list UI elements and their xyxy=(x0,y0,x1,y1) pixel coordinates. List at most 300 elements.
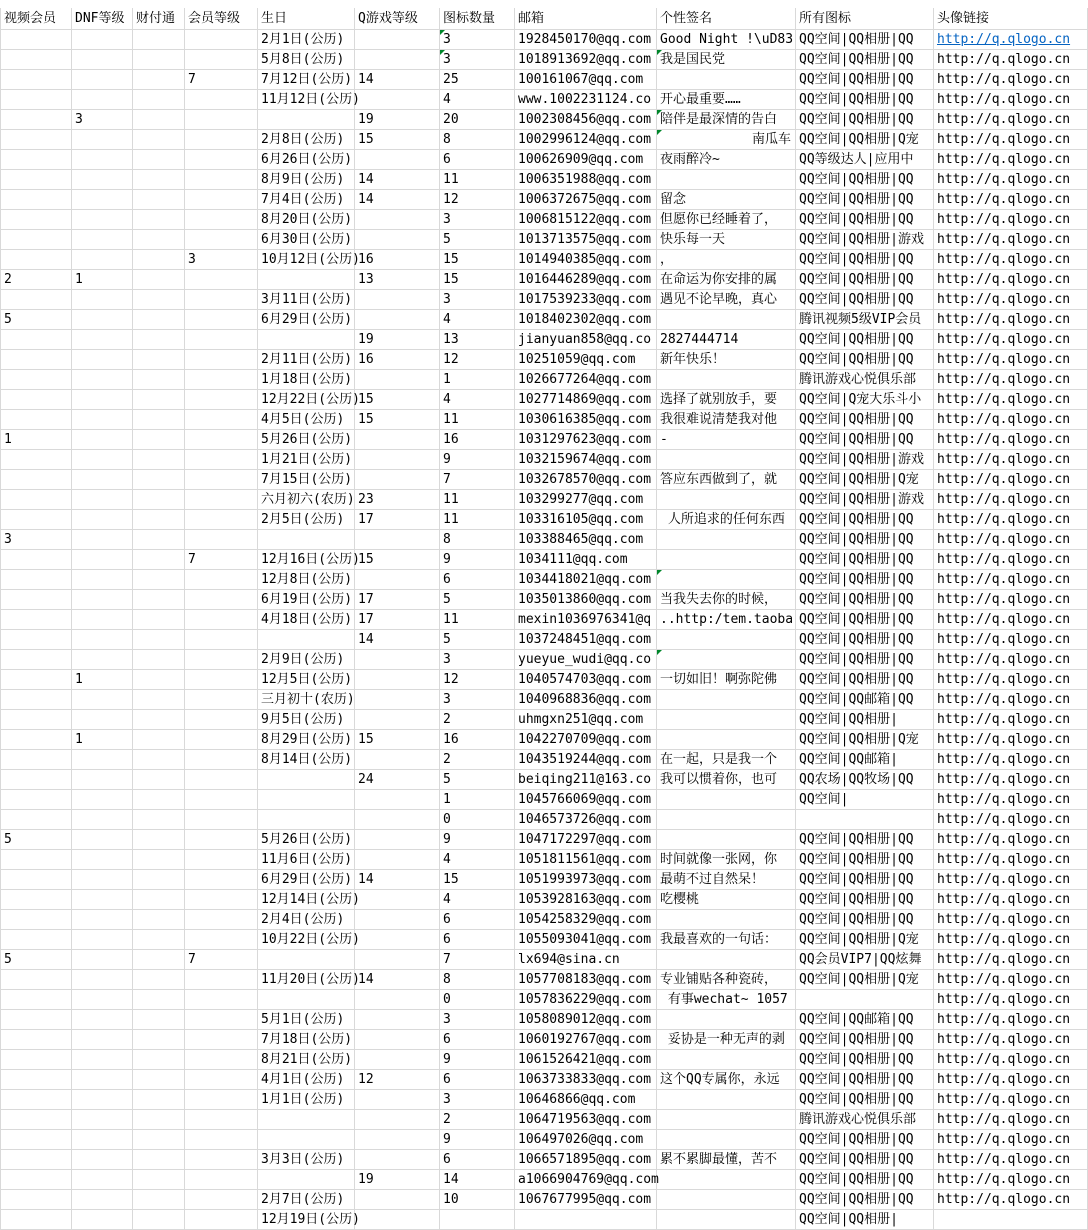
cell-q-game-level[interactable] xyxy=(355,650,440,670)
cell-signature[interactable] xyxy=(657,730,796,750)
cell-icon-count[interactable]: 5 xyxy=(440,230,515,250)
cell-email[interactable]: 1042270709@qq.com xyxy=(515,730,657,750)
cell-member-level[interactable] xyxy=(185,890,258,910)
cell-all-icons[interactable]: QQ空间|QQ相册|QQ xyxy=(796,410,934,430)
cell-birthday[interactable]: 8月21日(公历) xyxy=(258,1050,355,1070)
cell-q-game-level[interactable] xyxy=(355,430,440,450)
cell-tenpay[interactable] xyxy=(133,1170,185,1190)
cell-birthday[interactable] xyxy=(258,790,355,810)
cell-video-vip[interactable] xyxy=(0,30,72,50)
cell-member-level[interactable] xyxy=(185,650,258,670)
cell-icon-count[interactable]: 13 xyxy=(440,330,515,350)
cell-icon-count[interactable]: 6 xyxy=(440,910,515,930)
cell-member-level[interactable] xyxy=(185,390,258,410)
cell-video-vip[interactable] xyxy=(0,1150,72,1170)
cell-dnf-level[interactable]: 1 xyxy=(72,670,133,690)
cell-dnf-level[interactable] xyxy=(72,530,133,550)
cell-avatar-link[interactable]: http://q.qlogo.cn xyxy=(934,410,1088,430)
cell-signature[interactable]: 人所追求的任何东西 xyxy=(657,510,796,530)
cell-tenpay[interactable] xyxy=(133,990,185,1010)
cell-icon-count[interactable]: 7 xyxy=(440,950,515,970)
cell-all-icons[interactable]: QQ空间|QQ相册|QQ xyxy=(796,330,934,350)
cell-q-game-level[interactable]: 14 xyxy=(355,970,440,990)
cell-tenpay[interactable] xyxy=(133,930,185,950)
cell-email[interactable]: a1066904769@qq.com xyxy=(515,1170,657,1190)
cell-birthday[interactable]: 7月12日(公历) xyxy=(258,70,355,90)
cell-birthday[interactable]: 4月18日(公历) xyxy=(258,610,355,630)
cell-tenpay[interactable] xyxy=(133,690,185,710)
cell-tenpay[interactable] xyxy=(133,70,185,90)
cell-video-vip[interactable] xyxy=(0,470,72,490)
cell-video-vip[interactable]: 3 xyxy=(0,530,72,550)
cell-signature[interactable]: 最萌不过自然呆！ xyxy=(657,870,796,890)
cell-video-vip[interactable] xyxy=(0,330,72,350)
cell-avatar-link[interactable]: http://q.qlogo.cn xyxy=(934,970,1088,990)
cell-email[interactable]: 1051993973@qq.com xyxy=(515,870,657,890)
cell-member-level[interactable] xyxy=(185,450,258,470)
cell-signature[interactable]: 这个QQ专属你，永远 xyxy=(657,1070,796,1090)
cell-video-vip[interactable] xyxy=(0,410,72,430)
cell-tenpay[interactable] xyxy=(133,330,185,350)
cell-birthday[interactable]: 1月18日(公历) xyxy=(258,370,355,390)
cell-email[interactable]: 1055093041@qq.com xyxy=(515,930,657,950)
cell-signature[interactable] xyxy=(657,1130,796,1150)
cell-avatar-link[interactable]: http://q.qlogo.cn xyxy=(934,1050,1088,1070)
cell-signature[interactable]: 我可以惯着你，也可 xyxy=(657,770,796,790)
cell-dnf-level[interactable] xyxy=(72,810,133,830)
cell-video-vip[interactable] xyxy=(0,610,72,630)
cell-signature[interactable] xyxy=(657,570,796,590)
cell-signature[interactable]: 时间就像一张网，你 xyxy=(657,850,796,870)
cell-icon-count[interactable]: 6 xyxy=(440,1150,515,1170)
cell-avatar-link[interactable]: http://q.qlogo.cn xyxy=(934,190,1088,210)
cell-birthday[interactable]: 5月26日(公历) xyxy=(258,430,355,450)
cell-member-level[interactable] xyxy=(185,230,258,250)
cell-birthday[interactable] xyxy=(258,950,355,970)
cell-email[interactable]: 1034111@qq.com xyxy=(515,550,657,570)
cell-dnf-level[interactable] xyxy=(72,90,133,110)
cell-all-icons[interactable]: QQ空间|QQ相册|QQ xyxy=(796,90,934,110)
cell-dnf-level[interactable] xyxy=(72,590,133,610)
cell-tenpay[interactable] xyxy=(133,630,185,650)
cell-q-game-level[interactable] xyxy=(355,690,440,710)
cell-avatar-link[interactable]: http://q.qlogo.cn xyxy=(934,210,1088,230)
cell-email[interactable]: mexin1036976341@q xyxy=(515,610,657,630)
cell-signature[interactable]: 2827444714 xyxy=(657,330,796,350)
cell-signature[interactable] xyxy=(657,310,796,330)
cell-all-icons[interactable]: 腾讯游戏心悦俱乐部 xyxy=(796,370,934,390)
cell-birthday[interactable]: 2月9日(公历) xyxy=(258,650,355,670)
cell-q-game-level[interactable] xyxy=(355,530,440,550)
cell-tenpay[interactable] xyxy=(133,530,185,550)
cell-video-vip[interactable] xyxy=(0,290,72,310)
cell-tenpay[interactable] xyxy=(133,30,185,50)
cell-all-icons[interactable]: QQ空间|QQ相册|QQ xyxy=(796,850,934,870)
cell-all-icons[interactable]: QQ空间|QQ相册|Q宠 xyxy=(796,130,934,150)
cell-signature[interactable] xyxy=(657,950,796,970)
cell-video-vip[interactable] xyxy=(0,1070,72,1090)
cell-video-vip[interactable] xyxy=(0,1170,72,1190)
cell-birthday[interactable]: 2月5日(公历) xyxy=(258,510,355,530)
cell-dnf-level[interactable] xyxy=(72,1150,133,1170)
cell-dnf-level[interactable] xyxy=(72,630,133,650)
cell-member-level[interactable] xyxy=(185,370,258,390)
cell-dnf-level[interactable] xyxy=(72,170,133,190)
cell-icon-count[interactable]: 5 xyxy=(440,770,515,790)
cell-q-game-level[interactable]: 15 xyxy=(355,130,440,150)
cell-birthday[interactable]: 7月15日(公历) xyxy=(258,470,355,490)
cell-member-level[interactable] xyxy=(185,1090,258,1110)
cell-member-level[interactable] xyxy=(185,210,258,230)
cell-icon-count[interactable]: 12 xyxy=(440,670,515,690)
cell-tenpay[interactable] xyxy=(133,570,185,590)
cell-dnf-level[interactable] xyxy=(72,350,133,370)
cell-all-icons[interactable]: QQ空间|QQ相册|QQ xyxy=(796,550,934,570)
cell-q-game-level[interactable]: 14 xyxy=(355,630,440,650)
cell-member-level[interactable] xyxy=(185,1210,258,1230)
cell-avatar-link[interactable]: http://q.qlogo.cn xyxy=(934,910,1088,930)
cell-q-game-level[interactable] xyxy=(355,1150,440,1170)
cell-member-level[interactable] xyxy=(185,810,258,830)
cell-q-game-level[interactable]: 16 xyxy=(355,350,440,370)
cell-signature[interactable] xyxy=(657,1210,796,1230)
cell-dnf-level[interactable] xyxy=(72,690,133,710)
cell-signature[interactable]: 新年快乐！ xyxy=(657,350,796,370)
cell-icon-count[interactable]: 20 xyxy=(440,110,515,130)
cell-icon-count[interactable]: 11 xyxy=(440,410,515,430)
cell-avatar-link[interactable]: http://q.qlogo.cn xyxy=(934,850,1088,870)
cell-video-vip[interactable] xyxy=(0,790,72,810)
cell-q-game-level[interactable] xyxy=(355,910,440,930)
cell-all-icons[interactable]: QQ空间|QQ相册|QQ xyxy=(796,1050,934,1070)
cell-tenpay[interactable] xyxy=(133,250,185,270)
cell-dnf-level[interactable] xyxy=(72,610,133,630)
cell-icon-count[interactable]: 3 xyxy=(440,690,515,710)
cell-signature[interactable] xyxy=(657,70,796,90)
cell-q-game-level[interactable] xyxy=(355,1130,440,1150)
cell-email[interactable]: 1031297623@qq.com xyxy=(515,430,657,450)
cell-all-icons[interactable]: QQ空间|QQ相册| xyxy=(796,710,934,730)
cell-tenpay[interactable] xyxy=(133,890,185,910)
cell-avatar-link[interactable]: http://q.qlogo.cn xyxy=(934,90,1088,110)
cell-all-icons[interactable] xyxy=(796,810,934,830)
cell-member-level[interactable]: 3 xyxy=(185,250,258,270)
cell-email[interactable]: 1026677264@qq.com xyxy=(515,370,657,390)
cell-member-level[interactable] xyxy=(185,530,258,550)
cell-icon-count[interactable]: 3 xyxy=(440,1010,515,1030)
cell-tenpay[interactable] xyxy=(133,790,185,810)
cell-signature[interactable] xyxy=(657,1190,796,1210)
cell-all-icons[interactable]: QQ空间|QQ相册|Q宠 xyxy=(796,730,934,750)
cell-video-vip[interactable]: 2 xyxy=(0,270,72,290)
cell-icon-count[interactable]: 16 xyxy=(440,430,515,450)
cell-signature[interactable]: 遇见不论早晚，真心 xyxy=(657,290,796,310)
cell-q-game-level[interactable] xyxy=(355,90,440,110)
cell-avatar-link[interactable]: http://q.qlogo.cn xyxy=(934,510,1088,530)
cell-dnf-level[interactable] xyxy=(72,430,133,450)
cell-dnf-level[interactable] xyxy=(72,470,133,490)
cell-avatar-link[interactable]: http://q.qlogo.cn xyxy=(934,750,1088,770)
cell-member-level[interactable] xyxy=(185,790,258,810)
cell-dnf-level[interactable] xyxy=(72,130,133,150)
cell-member-level[interactable] xyxy=(185,630,258,650)
cell-q-game-level[interactable]: 14 xyxy=(355,70,440,90)
cell-avatar-link[interactable]: http://q.qlogo.cn xyxy=(934,230,1088,250)
cell-tenpay[interactable] xyxy=(133,610,185,630)
cell-dnf-level[interactable] xyxy=(72,1190,133,1210)
cell-signature[interactable]: 选择了就别放手，要 xyxy=(657,390,796,410)
cell-member-level[interactable] xyxy=(185,910,258,930)
cell-dnf-level[interactable] xyxy=(72,1090,133,1110)
cell-avatar-link[interactable]: http://q.qlogo.cn xyxy=(934,1170,1088,1190)
cell-avatar-link[interactable]: http://q.qlogo.cn xyxy=(934,550,1088,570)
cell-all-icons[interactable]: QQ空间|QQ相册|QQ xyxy=(796,1150,934,1170)
cell-avatar-link[interactable]: http://q.qlogo.cn xyxy=(934,170,1088,190)
cell-icon-count[interactable]: 0 xyxy=(440,810,515,830)
cell-icon-count[interactable]: 2 xyxy=(440,1110,515,1130)
column-header-member-level[interactable]: 会员等级 xyxy=(185,8,258,30)
cell-dnf-level[interactable] xyxy=(72,650,133,670)
cell-icon-count[interactable]: 9 xyxy=(440,1050,515,1070)
cell-member-level[interactable] xyxy=(185,590,258,610)
cell-avatar-link[interactable]: http://q.qlogo.cn xyxy=(934,1110,1088,1130)
cell-video-vip[interactable] xyxy=(0,730,72,750)
cell-signature[interactable] xyxy=(657,550,796,570)
cell-all-icons[interactable]: QQ空间|QQ相册|QQ xyxy=(796,1190,934,1210)
cell-avatar-link[interactable]: http://q.qlogo.cn xyxy=(934,490,1088,510)
cell-signature[interactable]: 我很难说清楚我对他 xyxy=(657,410,796,430)
cell-video-vip[interactable] xyxy=(0,370,72,390)
cell-signature[interactable] xyxy=(657,1170,796,1190)
cell-member-level[interactable] xyxy=(185,190,258,210)
cell-q-game-level[interactable]: 12 xyxy=(355,1070,440,1090)
cell-email[interactable]: 1034418021@qq.com xyxy=(515,570,657,590)
cell-email[interactable]: 1037248451@qq.com xyxy=(515,630,657,650)
cell-dnf-level[interactable] xyxy=(72,870,133,890)
column-header-icon-count[interactable]: 图标数量 xyxy=(440,8,515,30)
cell-birthday[interactable] xyxy=(258,110,355,130)
cell-all-icons[interactable]: QQ空间|QQ邮箱|QQ xyxy=(796,1010,934,1030)
cell-q-game-level[interactable]: 24 xyxy=(355,770,440,790)
cell-dnf-level[interactable] xyxy=(72,1050,133,1070)
cell-video-vip[interactable] xyxy=(0,850,72,870)
cell-tenpay[interactable] xyxy=(133,710,185,730)
cell-all-icons[interactable]: QQ空间|QQ相册|QQ xyxy=(796,50,934,70)
cell-email[interactable]: 103299277@qq.com xyxy=(515,490,657,510)
cell-video-vip[interactable]: 5 xyxy=(0,830,72,850)
cell-video-vip[interactable] xyxy=(0,70,72,90)
cell-email[interactable]: 1040968836@qq.com xyxy=(515,690,657,710)
cell-video-vip[interactable] xyxy=(0,1110,72,1130)
cell-tenpay[interactable] xyxy=(133,410,185,430)
cell-member-level[interactable] xyxy=(185,350,258,370)
cell-signature[interactable] xyxy=(657,810,796,830)
cell-member-level[interactable] xyxy=(185,110,258,130)
cell-all-icons[interactable]: QQ空间|QQ邮箱|QQ xyxy=(796,690,934,710)
cell-all-icons[interactable]: QQ空间|QQ相册|QQ xyxy=(796,910,934,930)
cell-icon-count[interactable]: 12 xyxy=(440,350,515,370)
cell-birthday[interactable]: 7月18日(公历) xyxy=(258,1030,355,1050)
cell-signature[interactable]: 快乐每一天 xyxy=(657,230,796,250)
cell-avatar-link[interactable]: http://q.qlogo.cn xyxy=(934,110,1088,130)
cell-email[interactable]: 1066571895@qq.com xyxy=(515,1150,657,1170)
cell-member-level[interactable] xyxy=(185,610,258,630)
cell-avatar-link[interactable]: http://q.qlogo.cn xyxy=(934,810,1088,830)
cell-q-game-level[interactable] xyxy=(355,1090,440,1110)
cell-dnf-level[interactable] xyxy=(72,290,133,310)
cell-tenpay[interactable] xyxy=(133,670,185,690)
cell-email[interactable]: jianyuan858@qq.co xyxy=(515,330,657,350)
cell-avatar-link[interactable]: http://q.qlogo.cn xyxy=(934,310,1088,330)
cell-icon-count[interactable]: 2 xyxy=(440,750,515,770)
cell-dnf-level[interactable]: 1 xyxy=(72,730,133,750)
cell-birthday[interactable]: 8月9日(公历) xyxy=(258,170,355,190)
cell-q-game-level[interactable] xyxy=(355,990,440,1010)
cell-q-game-level[interactable]: 14 xyxy=(355,170,440,190)
cell-dnf-level[interactable] xyxy=(72,770,133,790)
cell-dnf-level[interactable] xyxy=(72,230,133,250)
cell-q-game-level[interactable]: 14 xyxy=(355,190,440,210)
cell-all-icons[interactable]: QQ空间|QQ相册|QQ xyxy=(796,650,934,670)
cell-all-icons[interactable]: QQ空间|QQ相册|QQ xyxy=(796,630,934,650)
cell-q-game-level[interactable]: 15 xyxy=(355,410,440,430)
cell-birthday[interactable] xyxy=(258,530,355,550)
cell-icon-count[interactable]: 10 xyxy=(440,1190,515,1210)
cell-email[interactable]: 100161067@qq.com xyxy=(515,70,657,90)
cell-signature[interactable] xyxy=(657,1050,796,1070)
cell-tenpay[interactable] xyxy=(133,170,185,190)
cell-q-game-level[interactable] xyxy=(355,150,440,170)
cell-email[interactable]: 1053928163@qq.com xyxy=(515,890,657,910)
cell-member-level[interactable] xyxy=(185,1070,258,1090)
cell-icon-count[interactable]: 3 xyxy=(440,30,515,50)
cell-dnf-level[interactable] xyxy=(72,30,133,50)
cell-tenpay[interactable] xyxy=(133,1030,185,1050)
cell-birthday[interactable]: 2月11日(公历) xyxy=(258,350,355,370)
cell-signature[interactable] xyxy=(657,530,796,550)
cell-video-vip[interactable] xyxy=(0,110,72,130)
cell-video-vip[interactable] xyxy=(0,870,72,890)
cell-all-icons[interactable]: QQ空间|QQ相册|QQ xyxy=(796,890,934,910)
cell-member-level[interactable] xyxy=(185,50,258,70)
cell-birthday[interactable]: 5月8日(公历) xyxy=(258,50,355,70)
cell-email[interactable]: 10646866@qq.com xyxy=(515,1090,657,1110)
cell-avatar-link[interactable]: http://q.qlogo.cn xyxy=(934,1030,1088,1050)
cell-video-vip[interactable] xyxy=(0,230,72,250)
cell-member-level[interactable] xyxy=(185,150,258,170)
cell-birthday[interactable]: 6月29日(公历) xyxy=(258,870,355,890)
cell-signature[interactable]: 一切如旧！啊弥陀佛 xyxy=(657,670,796,690)
cell-all-icons[interactable]: QQ空间| xyxy=(796,790,934,810)
cell-signature[interactable] xyxy=(657,710,796,730)
cell-tenpay[interactable] xyxy=(133,50,185,70)
cell-signature[interactable] xyxy=(657,630,796,650)
cell-email[interactable]: 1045766069@qq.com xyxy=(515,790,657,810)
cell-member-level[interactable] xyxy=(185,850,258,870)
cell-dnf-level[interactable] xyxy=(72,450,133,470)
cell-q-game-level[interactable] xyxy=(355,750,440,770)
cell-member-level[interactable] xyxy=(185,770,258,790)
cell-birthday[interactable] xyxy=(258,990,355,1010)
cell-signature[interactable]: 有事wechat~ 1057 xyxy=(657,990,796,1010)
cell-birthday[interactable] xyxy=(258,630,355,650)
cell-all-icons[interactable]: QQ空间|QQ相册|游戏 xyxy=(796,230,934,250)
cell-email[interactable]: 1046573726@qq.com xyxy=(515,810,657,830)
cell-video-vip[interactable] xyxy=(0,930,72,950)
cell-email[interactable]: 1060192767@qq.com xyxy=(515,1030,657,1050)
cell-avatar-link[interactable]: http://q.qlogo.cn xyxy=(934,1090,1088,1110)
cell-email[interactable]: 1032678570@qq.com xyxy=(515,470,657,490)
cell-avatar-link[interactable]: http://q.qlogo.cn xyxy=(934,450,1088,470)
cell-icon-count[interactable]: 16 xyxy=(440,730,515,750)
cell-signature[interactable]: 夜雨醉冷~ xyxy=(657,150,796,170)
cell-signature[interactable]: 专业铺贴各种瓷砖， xyxy=(657,970,796,990)
cell-all-icons[interactable]: QQ空间|QQ相册|QQ xyxy=(796,1070,934,1090)
cell-icon-count[interactable]: 4 xyxy=(440,850,515,870)
cell-tenpay[interactable] xyxy=(133,970,185,990)
cell-birthday[interactable]: 9月5日(公历) xyxy=(258,710,355,730)
cell-video-vip[interactable] xyxy=(0,670,72,690)
cell-birthday[interactable]: 6月19日(公历) xyxy=(258,590,355,610)
column-header-dnf-level[interactable]: DNF等级 xyxy=(72,8,133,30)
cell-icon-count[interactable]: 15 xyxy=(440,870,515,890)
cell-signature[interactable]: 南瓜车 xyxy=(657,130,796,150)
cell-birthday[interactable]: 1月1日(公历) xyxy=(258,1090,355,1110)
cell-dnf-level[interactable] xyxy=(72,210,133,230)
cell-tenpay[interactable] xyxy=(133,470,185,490)
cell-tenpay[interactable] xyxy=(133,850,185,870)
cell-all-icons[interactable]: QQ空间|QQ相册|QQ xyxy=(796,170,934,190)
cell-icon-count[interactable]: 3 xyxy=(440,650,515,670)
cell-email[interactable]: 1047172297@qq.com xyxy=(515,830,657,850)
cell-email[interactable]: 1067677995@qq.com xyxy=(515,1190,657,1210)
cell-video-vip[interactable] xyxy=(0,1210,72,1230)
cell-signature[interactable] xyxy=(657,170,796,190)
cell-avatar-link[interactable]: http://q.qlogo.cn xyxy=(934,730,1088,750)
cell-email[interactable]: 1051811561@qq.com xyxy=(515,850,657,870)
cell-tenpay[interactable] xyxy=(133,1150,185,1170)
cell-dnf-level[interactable] xyxy=(72,310,133,330)
cell-avatar-link[interactable]: http://q.qlogo.cn xyxy=(934,950,1088,970)
cell-signature[interactable]: 但愿你已经睡着了， xyxy=(657,210,796,230)
cell-q-game-level[interactable] xyxy=(355,370,440,390)
cell-icon-count[interactable]: 1 xyxy=(440,790,515,810)
cell-q-game-level[interactable]: 13 xyxy=(355,270,440,290)
cell-signature[interactable]: 我最喜欢的一句话： xyxy=(657,930,796,950)
cell-email[interactable]: 1064719563@qq.com xyxy=(515,1110,657,1130)
cell-signature[interactable]: 在命运为你安排的属 xyxy=(657,270,796,290)
cell-all-icons[interactable]: QQ空间|QQ相册|QQ xyxy=(796,1170,934,1190)
cell-video-vip[interactable] xyxy=(0,970,72,990)
cell-dnf-level[interactable] xyxy=(72,850,133,870)
cell-q-game-level[interactable] xyxy=(355,30,440,50)
cell-member-level[interactable] xyxy=(185,90,258,110)
cell-all-icons[interactable]: QQ空间|QQ相册|QQ xyxy=(796,30,934,50)
cell-email[interactable]: uhmgxn251@qq.com xyxy=(515,710,657,730)
cell-email[interactable]: 1018402302@qq.com xyxy=(515,310,657,330)
cell-dnf-level[interactable] xyxy=(72,930,133,950)
cell-email[interactable]: 1057836229@qq.com xyxy=(515,990,657,1010)
cell-q-game-level[interactable]: 17 xyxy=(355,510,440,530)
cell-video-vip[interactable]: 5 xyxy=(0,950,72,970)
cell-member-level[interactable] xyxy=(185,1050,258,1070)
cell-video-vip[interactable]: 5 xyxy=(0,310,72,330)
cell-video-vip[interactable] xyxy=(0,250,72,270)
cell-tenpay[interactable] xyxy=(133,290,185,310)
cell-signature[interactable]: 陪伴是最深情的告白 xyxy=(657,110,796,130)
cell-avatar-link[interactable]: http://q.qlogo.cn xyxy=(934,1190,1088,1210)
cell-signature[interactable] xyxy=(657,910,796,930)
